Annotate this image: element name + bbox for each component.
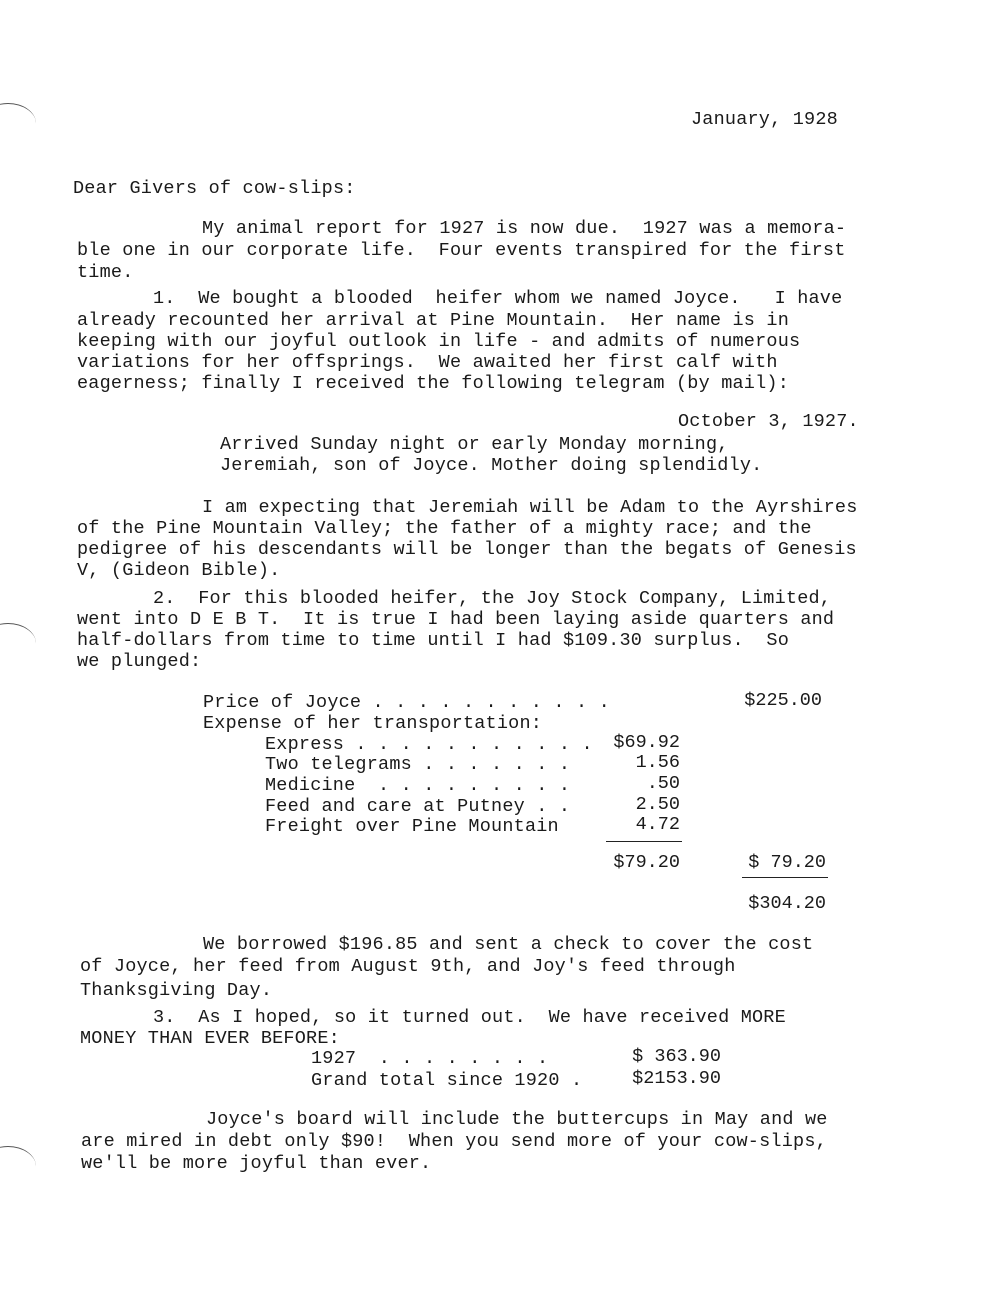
item2-line: went into D E B T. It is true I had been laying aside quarters and [77, 609, 835, 630]
expense-item-label: Two telegrams . . . . . . . [265, 754, 571, 775]
telegram-line: Jeremiah, son of Joyce. Mother doing splendidly. [220, 455, 763, 476]
telegram-line: Arrived Sunday night or early Monday morning, [220, 434, 729, 455]
expense-item-amount: 4.72 [635, 814, 680, 835]
expense-item-amount: .50 [646, 773, 680, 794]
closing-line: we'll be more joyful than ever. [81, 1153, 432, 1174]
price-amount: $225.00 [744, 690, 822, 711]
item1-line: eagerness; finally I received the following telegram (by mail): [77, 373, 790, 394]
money-label: Grand total since 1920 . [311, 1070, 583, 1091]
money-amount: $2153.90 [632, 1068, 721, 1089]
expense-item-label: Freight over Pine Mountain [265, 816, 559, 837]
item2-line: 2. For this blooded heifer, the Joy Stock Company, Limited, [153, 588, 832, 609]
item2-line: half-dollars from time to time until I had $109.30 surplus. So [77, 630, 790, 651]
binder-hole-middle [0, 623, 36, 664]
salutation: Dear Givers of cow-slips: [73, 178, 356, 199]
borrowed-line: of Joyce, her feed from August 9th, and Joy's feed through [80, 956, 736, 977]
transport-label: Expense of her transportation: [203, 713, 543, 734]
telegram-date: October 3, 1927. [678, 411, 859, 432]
total-amount: $304.20 [748, 893, 826, 914]
item1-line: variations for her offsprings. We awaited her first calf with [77, 352, 778, 373]
borrowed-line: Thanksgiving Day. [80, 980, 273, 1001]
closing-line: are mired in debt only $90! When you send more of your cow-slips, [81, 1131, 827, 1152]
item2-line: we plunged: [77, 651, 202, 672]
borrowed-line: We borrowed $196.85 and sent a check to cover the cost [203, 934, 814, 955]
letter-date: January, 1928 [691, 109, 838, 130]
total-rule [742, 877, 828, 878]
item1-line: keeping with our joyful outlook in life - and admits of numerous [77, 331, 801, 352]
subtotal-carried: $ 79.20 [748, 852, 826, 873]
jeremiah-line: V, (Gideon Bible). [77, 560, 281, 581]
item3-line: 3. As I hoped, so it turned out. We have received MORE [153, 1007, 786, 1028]
item1-line: 1. We bought a blooded heifer whom we named Joyce. I have [153, 288, 843, 309]
expense-item-amount: $69.92 [613, 732, 680, 753]
expense-item-label: Express . . . . . . . . . . . [265, 734, 593, 755]
binder-hole-bottom [0, 1146, 36, 1187]
intro-line: ble one in our corporate life. Four events transpired for the first [77, 240, 846, 261]
intro-line: time. [77, 262, 134, 283]
money-amount: $ 363.90 [632, 1046, 721, 1067]
subtotal-amount: $79.20 [613, 852, 680, 873]
binder-hole-top [0, 103, 36, 144]
intro-line: My animal report for 1927 is now due. 1927 was a memora- [202, 218, 847, 239]
item3-line: MONEY THAN EVER BEFORE: [80, 1028, 340, 1049]
jeremiah-line: of the Pine Mountain Valley; the father of a mighty race; and the [77, 518, 812, 539]
item1-line: already recounted her arrival at Pine Mountain. Her name is in [77, 310, 790, 331]
closing-line: Joyce's board will include the buttercups in May and we [206, 1109, 828, 1130]
expense-item-amount: 2.50 [635, 794, 680, 815]
expense-item-label: Feed and care at Putney . . [265, 796, 571, 817]
price-label: Price of Joyce . . . . . . . . . . . [203, 692, 610, 713]
expense-item-label: Medicine . . . . . . . . . [265, 775, 571, 796]
money-label: 1927 . . . . . . . . [311, 1048, 549, 1069]
jeremiah-line: I am expecting that Jeremiah will be Adam to the Ayrshires [202, 497, 858, 518]
subtotal-rule [606, 841, 682, 842]
expense-item-amount: 1.56 [635, 752, 680, 773]
jeremiah-line: pedigree of his descendants will be longer than the begats of Genesis [77, 539, 857, 560]
